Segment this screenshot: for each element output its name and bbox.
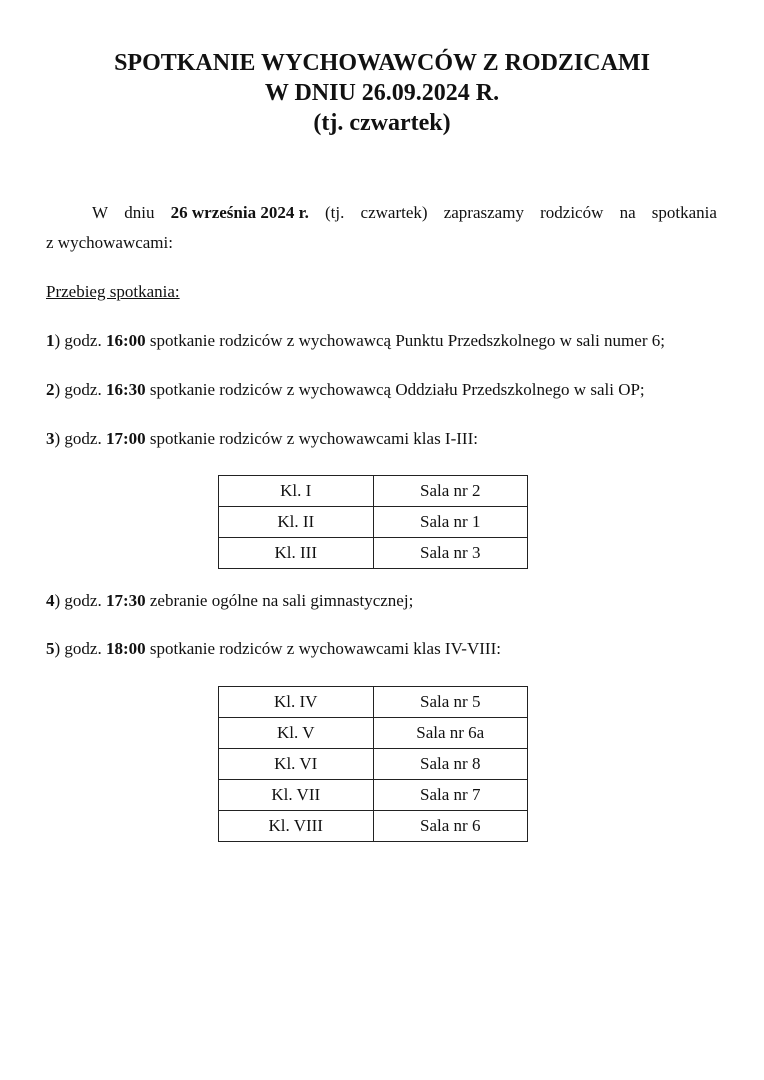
class-cell: Kl. I	[219, 476, 374, 507]
room-cell: Sala nr 7	[373, 780, 528, 811]
item-number: 5	[46, 639, 55, 658]
rooms-table-iv-viii	[218, 686, 528, 842]
class-cell: Kl. VI	[219, 749, 374, 780]
table-row	[219, 538, 528, 569]
schedule-item-5	[46, 638, 501, 660]
intro-date: 26 września 2024 r.	[170, 203, 309, 222]
table-row	[219, 780, 528, 811]
intro-word: W	[92, 203, 109, 222]
item-prefix: godz.	[60, 429, 106, 448]
item-paren: )	[54, 429, 61, 448]
intro-paragraph	[46, 198, 717, 258]
item-text: spotkanie rodziców z wychowawcą Punktu Przedszkolnego w sali numer 6;	[145, 331, 665, 350]
rooms-table-i-iii	[218, 475, 528, 569]
table-row	[219, 507, 528, 538]
schedule-item-3	[46, 428, 478, 450]
class-cell: Kl. III	[219, 538, 374, 569]
item-prefix: godz.	[60, 591, 106, 610]
item-number: 4	[46, 591, 55, 610]
intro-line-2: z wychowawcami:	[46, 233, 173, 252]
room-cell: Sala nr 6a	[373, 718, 528, 749]
class-cell: Kl. VII	[219, 780, 374, 811]
item-text: spotkanie rodziców z wychowawcą Oddziału Przedszkolnego w sali OP;	[145, 380, 645, 399]
intro-word: czwartek)	[360, 203, 428, 222]
class-cell: Kl. II	[219, 507, 374, 538]
table-row	[219, 718, 528, 749]
item-text: spotkanie rodziców z wychowawcami klas I-III:	[145, 429, 478, 448]
table-row	[219, 687, 528, 718]
item-time: 16:30	[105, 380, 146, 399]
class-cell: Kl. VIII	[219, 811, 374, 842]
section-heading: Przebieg spotkania:	[46, 282, 180, 301]
intro-line-1	[46, 198, 717, 228]
table-row	[219, 749, 528, 780]
intro-word: spotkania	[651, 203, 717, 222]
room-cell: Sala nr 6	[373, 811, 528, 842]
intro-word: dniu	[124, 203, 155, 222]
item-prefix: godz.	[60, 380, 106, 399]
item-time: 18:00	[105, 639, 146, 658]
item-text: zebranie ogólne na sali gimnastycznej;	[145, 591, 414, 610]
item-number: 3	[46, 429, 55, 448]
item-time: 17:00	[105, 429, 146, 448]
item-time: 17:30	[105, 591, 146, 610]
room-cell: Sala nr 5	[373, 687, 528, 718]
schedule-item-2	[46, 379, 645, 401]
class-cell: Kl. IV	[219, 687, 374, 718]
item-time: 16:00	[105, 331, 146, 350]
intro-word: (tj.	[325, 203, 345, 222]
intro-word: na	[619, 203, 636, 222]
item-paren: )	[54, 331, 61, 350]
item-paren: )	[54, 380, 61, 399]
table-row	[219, 811, 528, 842]
item-prefix: godz.	[60, 639, 106, 658]
item-text: spotkanie rodziców z wychowawcami klas IV-VIII:	[145, 639, 501, 658]
schedule-item-1	[46, 330, 665, 352]
document-title	[0, 48, 764, 138]
room-cell: Sala nr 8	[373, 749, 528, 780]
class-cell: Kl. V	[219, 718, 374, 749]
intro-word: zapraszamy	[443, 203, 524, 222]
room-cell: Sala nr 2	[373, 476, 528, 507]
title-line-3: (tj. czwartek)	[313, 110, 451, 136]
item-prefix: godz.	[60, 331, 106, 350]
title-line-2: W DNIU 26.09.2024 R.	[264, 80, 500, 106]
schedule-item-4	[46, 590, 413, 612]
item-paren: )	[54, 639, 61, 658]
title-line-1: SPOTKANIE WYCHOWAWCÓW Z RODZICAMI	[114, 50, 650, 76]
item-paren: )	[54, 591, 61, 610]
intro-word: rodziców	[540, 203, 604, 222]
item-number: 1	[46, 331, 55, 350]
table-row	[219, 476, 528, 507]
room-cell: Sala nr 3	[373, 538, 528, 569]
room-cell: Sala nr 1	[373, 507, 528, 538]
item-number: 2	[46, 380, 55, 399]
